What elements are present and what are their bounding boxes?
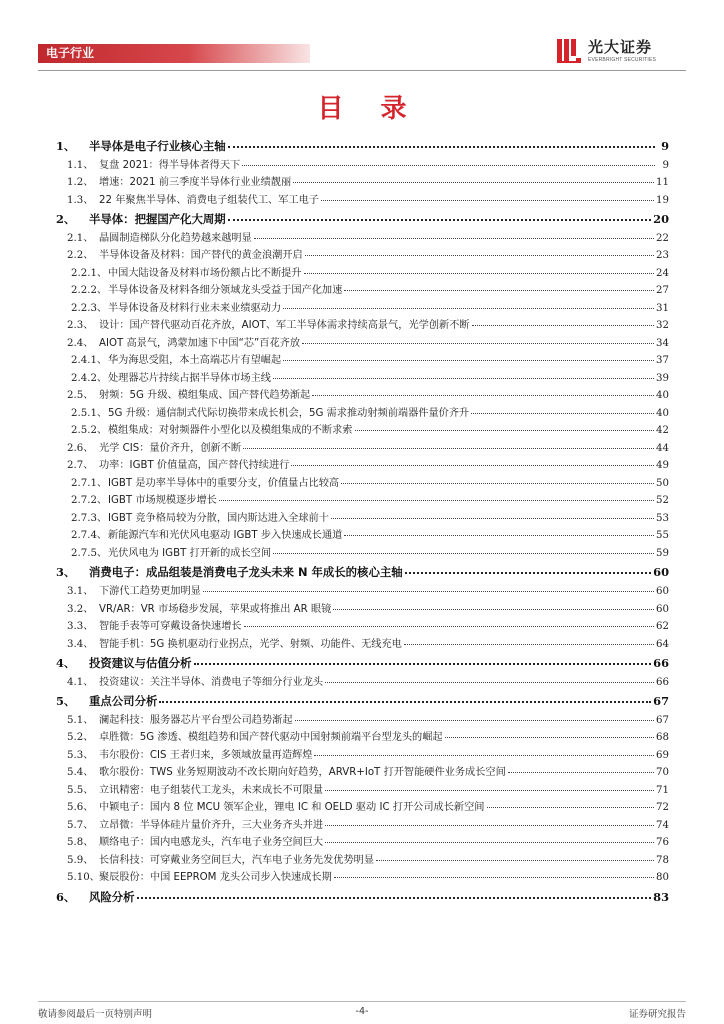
toc-dot-leader (325, 841, 654, 843)
toc-entry-title: 风险分析 (89, 889, 135, 904)
toc-entry-page: 68 (656, 732, 669, 744)
toc-entry-page: 40 (656, 407, 669, 419)
toc-entry-level-3[interactable] (56, 527, 669, 545)
toc-entry-title: 设计：国产替代驱动百花齐放，AIOT、军工半导体需求持续高景气，光学创新不断 (99, 320, 470, 332)
toc-entry-number: 2.2.1、 (71, 267, 108, 279)
toc-entry-number: 5.10、 (67, 872, 100, 884)
toc-entry-level-2[interactable] (56, 674, 669, 692)
toc-entry-level-1[interactable] (56, 653, 669, 674)
toc-dot-leader (244, 625, 654, 627)
toc-dot-leader (325, 681, 654, 683)
toc-entry-level-2[interactable] (56, 157, 669, 175)
toc-dot-leader (291, 464, 654, 466)
toc-entry-number: 2.5.1、 (71, 407, 108, 419)
section-tag: 电子行业 (38, 44, 310, 63)
toc-dot-leader (293, 181, 654, 183)
toc-entry-level-2[interactable] (56, 712, 669, 730)
toc-entry-level-3[interactable] (56, 300, 669, 318)
logo-english-name: EVERBRIGHT SECURITIES (588, 57, 657, 63)
toc-entry-number: 2.4、 (67, 337, 94, 349)
toc-entry-number: 2、 (56, 212, 76, 227)
toc-entry-level-3[interactable] (56, 422, 669, 440)
toc-entry-number: 2.7.4、 (71, 530, 108, 542)
toc-entry-page: 55 (656, 530, 669, 542)
toc-dot-leader (305, 254, 654, 256)
toc-entry-title: 智能手机：5G 换机驱动行业拐点，光学、射频、功能件、无线充电 (99, 638, 402, 650)
header-divider (38, 70, 686, 71)
toc-entry-level-2[interactable] (56, 799, 669, 817)
toc-entry-number: 2.5.2、 (71, 425, 108, 437)
toc-dot-leader (471, 412, 654, 414)
toc-entry-number: 4、 (56, 656, 76, 671)
toc-entry-level-3[interactable] (56, 352, 669, 370)
toc-entry-page: 9 (662, 159, 669, 171)
toc-dot-leader (333, 608, 654, 610)
logo-chinese-name: 光大证券 (588, 38, 653, 56)
toc-dot-leader (445, 736, 654, 738)
toc-entry-number: 5.9、 (67, 854, 94, 866)
toc-dot-leader (242, 164, 655, 166)
toc-entry-level-1[interactable] (56, 562, 669, 583)
toc-dot-leader (334, 876, 654, 878)
toc-entry-page: 60 (656, 586, 669, 598)
toc-entry-page: 31 (656, 302, 669, 314)
toc-entry-number: 2.1、 (67, 232, 94, 244)
toc-entry-number: 5.3、 (67, 749, 94, 761)
toc-entry-title: 立昂微：半导体硅片量价齐升，三大业务齐头并进 (99, 819, 324, 831)
toc-entry-number: 1.1、 (67, 159, 94, 171)
toc-entry-number: 3、 (56, 565, 76, 580)
toc-dot-leader (295, 719, 654, 721)
toc-entry-level-1[interactable] (56, 209, 669, 230)
page-header (38, 38, 686, 68)
toc-entry-level-2[interactable] (56, 869, 669, 887)
toc-entry-title: 华为海思受阻，本土高端芯片有望崛起 (108, 355, 282, 367)
toc-entry-title: 澜起科技：服务器芯片平台型公司趋势渐起 (99, 714, 293, 726)
toc-entry-number: 2.7.2、 (71, 495, 108, 507)
toc-entry-page: 64 (656, 638, 669, 650)
toc-entry-title: 重点公司分析 (89, 694, 158, 709)
toc-entry-title: 歌尔股份：TWS 业务短期波动不改长期向好趋势，ARVR+IoT 打开智能硬件业务成长空间 (99, 767, 506, 779)
toc-entry-number: 1、 (56, 139, 76, 153)
toc-entry-number: 2.7、 (67, 460, 94, 472)
toc-entry-number: 3.2、 (67, 603, 94, 615)
toc-entry-title: VR/AR：VR 市场稳步发展，苹果或将推出 AR 眼镜 (99, 603, 332, 615)
toc-entry-level-2[interactable] (56, 747, 669, 765)
toc-entry-number: 2.7.1、 (71, 477, 108, 489)
toc-entry-page: 20 (653, 212, 669, 227)
toc-entry-page: 69 (656, 749, 669, 761)
toc-dot-leader (376, 859, 654, 861)
toc-dot-leader (325, 824, 654, 826)
toc-entry-number: 2.7.5、 (71, 547, 108, 559)
toc-dot-leader (273, 552, 654, 554)
toc-dot-leader (405, 571, 652, 574)
toc-entry-number: 5.6、 (67, 802, 94, 814)
toc-dot-leader (283, 359, 654, 361)
toc-entry-page: 27 (656, 285, 669, 297)
toc-entry-level-2[interactable] (56, 192, 669, 210)
toc-entry-level-2[interactable] (56, 457, 669, 475)
toc-entry-page: 52 (656, 495, 669, 507)
toc-entry-title: IGBT 市场规模逐步增长 (108, 495, 217, 507)
toc-entry-title: 5G 升级：通信制式代际切换带来成长机会，5G 需求推动射频前端器件量价齐升 (108, 407, 470, 419)
toc-entry-number: 1.2、 (67, 177, 94, 189)
toc-entry-level-2[interactable] (56, 440, 669, 458)
toc-entry-number: 1.3、 (67, 194, 94, 206)
toc-entry-title: 新能源汽车和光伏风电驱动 IGBT 步入快速成长通道 (108, 530, 343, 542)
toc-entry-page: 39 (656, 372, 669, 384)
toc-entry-title: 增速：2021 前三季度半导体行业业绩靓丽 (99, 177, 292, 189)
toc-entry-page: 66 (656, 676, 669, 688)
toc-entry-level-3[interactable] (56, 405, 669, 423)
toc-entry-page: 37 (656, 355, 669, 367)
toc-entry-level-2[interactable] (56, 729, 669, 747)
toc-entry-page: 50 (656, 477, 669, 489)
toc-entry-level-1[interactable] (56, 887, 669, 908)
toc-entry-page: 11 (656, 177, 669, 189)
toc-entry-page: 60 (656, 603, 669, 615)
toc-entry-page: 80 (656, 872, 669, 884)
toc-entry-level-3[interactable] (56, 265, 669, 283)
toc-entry-page: 67 (656, 714, 669, 726)
toc-entry-level-3[interactable] (56, 545, 669, 563)
toc-entry-number: 2.6、 (67, 442, 94, 454)
toc-entry-number: 5.8、 (67, 837, 94, 849)
toc-entry-level-3[interactable] (56, 475, 669, 493)
toc-entry-page: 76 (656, 837, 669, 849)
toc-dot-leader (341, 482, 654, 484)
toc-entry-number: 3.1、 (67, 586, 94, 598)
toc-entry-title: 半导体设备及材料行业未来业绩驱动力 (108, 302, 282, 314)
toc-entry-page: 19 (656, 194, 669, 206)
toc-dot-leader (273, 377, 654, 379)
toc-dot-leader (194, 662, 652, 665)
toc-entry-level-2[interactable] (56, 817, 669, 835)
toc-dot-leader (312, 394, 654, 396)
toc-entry-number: 2.5、 (67, 390, 94, 402)
toc-entry-level-2[interactable] (56, 852, 669, 870)
toc-entry-title: 半导体设备及材料：国产替代的黄金浪潮开启 (99, 250, 303, 262)
toc-entry-number: 2.4.2、 (71, 372, 108, 384)
toc-entry-page: 23 (656, 250, 669, 262)
toc-dot-leader (219, 499, 654, 501)
toc-entry-number: 3.3、 (67, 621, 94, 633)
toc-entry-title: 复盘 2021：得半导体者得天下 (99, 159, 241, 171)
toc-entry-level-2[interactable] (56, 764, 669, 782)
toc-entry-number: 3.4、 (67, 638, 94, 650)
toc-entry-title: IGBT 是功率半导体中的重要分支，价值量占比较高 (108, 477, 340, 489)
toc-entry-page: 78 (656, 854, 669, 866)
toc-entry-number: 2.4.1、 (71, 355, 108, 367)
toc-entry-level-2[interactable] (56, 247, 669, 265)
toc-dot-leader (243, 447, 654, 449)
toc-entry-title: 长信科技：可穿戴业务空间巨大，汽车电子业务先发优势明显 (99, 854, 375, 866)
toc-dot-leader (404, 643, 654, 645)
toc-entry-number: 2.2.3、 (71, 302, 108, 314)
toc-entry-page: 59 (656, 547, 669, 559)
toc-entry-number: 2.2.2、 (71, 285, 108, 297)
toc-entry-number: 2.2、 (67, 250, 94, 262)
toc-entry-title: 半导体设备及材料各细分领域龙头受益于国产化加速 (108, 285, 343, 297)
toc-entry-level-2[interactable] (56, 583, 669, 601)
toc-entry-page: 42 (656, 425, 669, 437)
toc-entry-level-1[interactable] (56, 691, 669, 712)
toc-entry-page: 72 (656, 802, 669, 814)
toc-dot-leader (159, 700, 651, 703)
toc-entry-page: 83 (653, 889, 669, 904)
toc-entry-level-2[interactable] (56, 782, 669, 800)
toc-entry-page: 74 (656, 819, 669, 831)
toc-entry-level-2[interactable] (56, 636, 669, 654)
toc-entry-number: 5、 (56, 694, 76, 709)
toc-entry-level-2[interactable] (56, 230, 669, 248)
toc-entry-title: 功率：IGBT 价值量高，国产替代持续进行 (99, 460, 290, 472)
toc-dot-leader (137, 896, 652, 899)
toc-entry-level-2[interactable] (56, 618, 669, 636)
toc-entry-title: 22 年聚焦半导体、消费电子组装代工、军工电子 (99, 194, 319, 206)
toc-entry-number: 6、 (56, 889, 76, 904)
toc-entry-number: 5.1、 (67, 714, 94, 726)
toc-dot-leader (344, 534, 654, 536)
toc-entry-number: 4.1、 (67, 676, 94, 688)
toc-entry-title: 半导体是电子行业核心主轴 (89, 139, 226, 153)
toc-entry-title: 下游代工趋势更加明显 (99, 586, 201, 598)
toc-entry-level-2[interactable] (56, 387, 669, 405)
toc-entry-title: 光学 CIS：量价齐升，创新不断 (99, 442, 242, 454)
toc-entry-title: 处理器芯片持续占据半导体市场主线 (108, 372, 271, 384)
toc-entry-title: 光伏风电为 IGBT 打开新的成长空间 (108, 547, 272, 559)
toc-entry-level-3[interactable] (56, 510, 669, 528)
toc-entry-number: 2.3、 (67, 320, 94, 332)
toc-entry-title: 射频：5G 升级、模组集成、国产替代趋势渐起 (99, 390, 311, 402)
toc-dot-leader (314, 754, 654, 756)
toc-entry-title: 聚辰股份：中国 EEPROM 龙头公司步入快速成长期 (99, 872, 332, 884)
toc-entry-page: 40 (656, 390, 669, 402)
toc-entry-level-1[interactable] (56, 136, 669, 157)
toc-entry-page: 22 (656, 232, 669, 244)
toc-dot-leader (508, 771, 654, 773)
toc-entry-level-2[interactable] (56, 335, 669, 353)
footer-page-number: -4- (355, 1006, 369, 1017)
toc-entry-title: 投资建议与估值分析 (89, 656, 192, 671)
toc-dot-leader (344, 289, 654, 291)
toc-entry-title: 中颖电子：国内 8 位 MCU 领军企业，锂电 IC 和 OELD 驱动 IC 打开公司成长新空间 (99, 802, 485, 814)
toc-entry-number: 5.7、 (67, 819, 94, 831)
toc-entry-level-2[interactable] (56, 174, 669, 192)
toc-dot-leader (254, 237, 654, 239)
toc-dot-leader (331, 517, 654, 519)
toc-dot-leader (325, 789, 654, 791)
toc-entry-level-2[interactable] (56, 317, 669, 335)
toc-entry-level-3[interactable] (56, 492, 669, 510)
toc-entry-page: 49 (656, 460, 669, 472)
toc-entry-page: 71 (656, 784, 669, 796)
page-title: 目 录 (317, 94, 421, 124)
toc-entry-title: 晶圆制造梯队分化趋势越来越明显 (99, 232, 252, 244)
toc-entry-page: 62 (656, 621, 669, 633)
toc-entry-title: 卓胜微：5G 渗透、模组趋势和国产替代驱动中国射频前端平台型龙头的崛起 (99, 732, 443, 744)
toc-entry-title: 消费电子：成品组装是消费电子龙头未来 N 年成长的核心主轴 (89, 565, 403, 580)
footer-divider (38, 1001, 686, 1002)
toc-entry-page: 24 (656, 267, 669, 279)
toc-dot-leader (302, 342, 654, 344)
toc-entry-title: 立讯精密：电子组装代工龙头，未来成长不可限量 (99, 784, 324, 796)
toc-entry-level-3[interactable] (56, 282, 669, 300)
toc-entry-title: AIOT 高景气，鸿蒙加速下中国“芯”百花齐放 (99, 337, 301, 349)
toc-entry-title: 中国大陆设备及材料市场份额占比不断提升 (108, 267, 302, 279)
footer-report-type: 证券研究报告 (628, 1009, 686, 1020)
toc-dot-leader (472, 324, 654, 326)
toc-dot-leader (228, 145, 655, 148)
company-logo (556, 36, 686, 70)
toc-entry-page: 34 (656, 337, 669, 349)
toc-entry-title: 韦尔股份：CIS 王者归来，多领域放量再造辉煌 (99, 749, 313, 761)
toc-entry-title: IGBT 竞争格局较为分散，国内斯达进入全球前十 (108, 512, 329, 524)
toc-entry-page: 53 (656, 512, 669, 524)
toc-entry-number: 5.4、 (67, 767, 94, 779)
toc-entry-title: 智能手表等可穿戴设备快速增长 (99, 621, 242, 633)
toc-dot-leader (304, 272, 654, 274)
footer-disclaimer: 敬请参阅最后一页特别声明 (38, 1009, 153, 1020)
toc-entry-level-2[interactable] (56, 834, 669, 852)
toc-entry-number: 5.5、 (67, 784, 94, 796)
toc-entry-page: 60 (653, 565, 669, 580)
toc-dot-leader (203, 590, 654, 592)
toc-entry-title: 顺络电子：国内电感龙头，汽车电子业务空间巨大 (99, 837, 324, 849)
table-of-contents (56, 136, 669, 908)
toc-entry-number: 2.7.3、 (71, 512, 108, 524)
toc-entry-page: 67 (653, 694, 669, 709)
toc-entry-level-3[interactable] (56, 370, 669, 388)
logo-mark-icon (556, 36, 582, 66)
toc-dot-leader (228, 218, 651, 221)
toc-entry-page: 66 (653, 656, 669, 671)
toc-dot-leader (321, 199, 654, 201)
toc-entry-page: 44 (656, 442, 669, 454)
toc-entry-title: 半导体：把握国产化大周期 (89, 212, 226, 227)
toc-entry-level-2[interactable] (56, 601, 669, 619)
toc-dot-leader (487, 806, 655, 808)
toc-entry-title: 投资建议：关注半导体、消费电子等细分行业龙头 (99, 676, 324, 688)
toc-dot-leader (283, 307, 654, 309)
toc-entry-number: 5.2、 (67, 732, 94, 744)
toc-entry-page: 70 (656, 767, 669, 779)
toc-entry-title: 模组集成：对射频器件小型化以及模组集成的不断求索 (108, 425, 353, 437)
toc-dot-leader (355, 429, 655, 431)
toc-entry-page: 9 (661, 139, 669, 153)
toc-entry-page: 32 (656, 320, 669, 332)
